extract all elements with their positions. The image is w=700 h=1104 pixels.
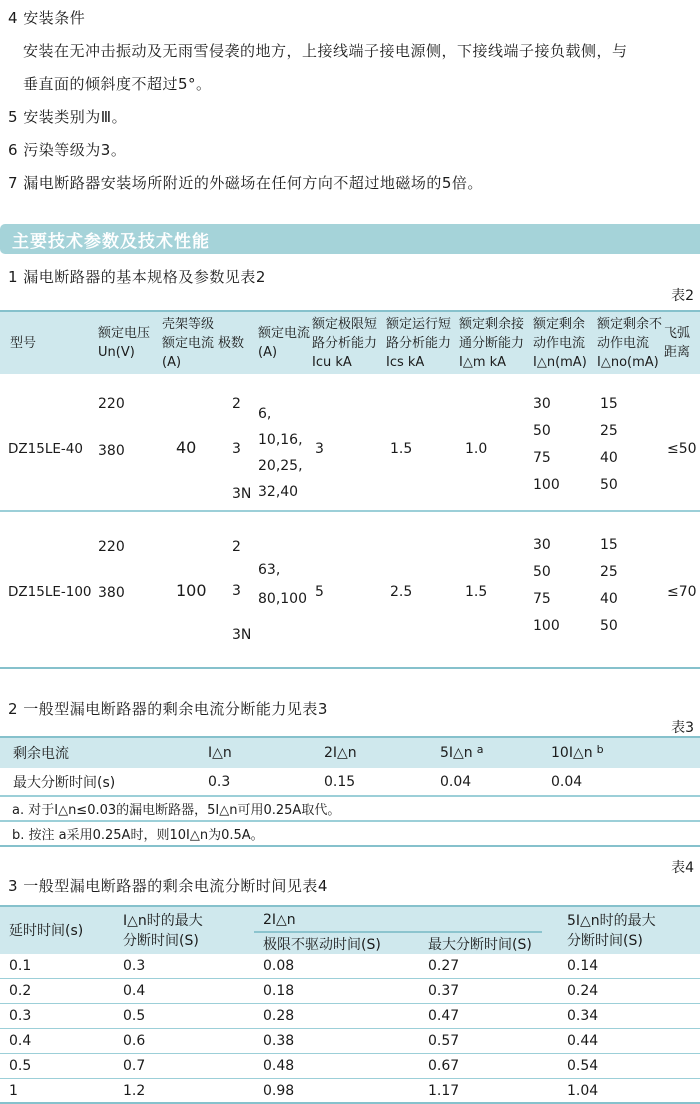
- rated-current-values: 63, 80,100: [258, 562, 307, 607]
- max-breaking-value: 0.37: [428, 983, 460, 999]
- table2-header-icu: 额定极限短 路分析能力 Icu kA: [312, 316, 378, 370]
- voltage-values: 220 380: [98, 539, 125, 601]
- idn-max-value: 0.3: [123, 958, 146, 974]
- value-2idn: 0.15: [324, 773, 356, 790]
- limit-nondrive-value: 0.08: [263, 958, 295, 974]
- note-item-7: 7 漏电断路器安装场所附近的外磁场在任何方向不超过地磁场的5倍。: [8, 174, 483, 192]
- icu-value: 3: [315, 441, 324, 457]
- voltage-values: 220 380: [98, 396, 125, 459]
- table3-breaking-capacity: [0, 736, 700, 847]
- group-2idn-title: 2I△n: [254, 907, 542, 933]
- delay-value: 0.2: [9, 983, 32, 999]
- delay-value: 0.5: [9, 1058, 32, 1074]
- idm-value: 1.5: [465, 584, 488, 600]
- table2-header-ics: 额定运行短 路分析能力 Ics kA: [386, 316, 452, 370]
- table2-header-frame: 壳架等级 额定电流 (A): [162, 316, 215, 370]
- max-breaking-value: 1.17: [428, 1082, 460, 1099]
- table4-data-row: [0, 1054, 700, 1079]
- idno-values: 15 25 40 50: [600, 396, 618, 493]
- table3-data-row: [0, 768, 700, 797]
- 5idn-max-value: 1.04: [567, 1082, 599, 1099]
- max-breaking-value: 0.57: [428, 1033, 460, 1049]
- idno-values: 15 25 40 50: [600, 537, 618, 634]
- note-item-5: 5 安装类别为Ⅲ。: [8, 108, 128, 126]
- frame-current-value: 100: [176, 581, 207, 600]
- value-5idn: 0.04: [440, 773, 472, 790]
- idn-max-value: 0.7: [123, 1058, 146, 1074]
- ics-value: 2.5: [390, 584, 413, 600]
- limit-nondrive-value: 0.28: [263, 1008, 295, 1024]
- model-value: DZ15LE-100: [8, 584, 92, 600]
- table2-header-model: 型号: [10, 335, 37, 351]
- idn-values: 30 50 75 100: [533, 537, 560, 634]
- footnote-a-marker: a: [476, 742, 484, 756]
- table4-label: 表4: [671, 860, 694, 876]
- limit-nondrive-value: 0.38: [263, 1033, 295, 1049]
- section1-title: 1 漏电断路器的基本规格及参数见表2: [8, 268, 266, 286]
- max-breaking-time-label: 最大分断时间(s): [13, 774, 116, 791]
- table4-data-row: [0, 1029, 700, 1054]
- table4-data-row: [0, 1079, 700, 1104]
- limit-nondrive-value: 0.98: [263, 1082, 295, 1099]
- delay-value: 0.4: [9, 1033, 32, 1049]
- table3-header-5idn: 5I△n $^a$: [440, 742, 484, 761]
- idn-values: 30 50 75 100: [533, 396, 560, 493]
- table4-header-idn-max: I△n时的最大 分断时间(S): [123, 912, 203, 949]
- footnote-b-marker: b: [596, 742, 604, 756]
- rated-current-values: 6, 10,16, 20,25, 32,40: [258, 406, 303, 500]
- idm-value: 1.0: [465, 441, 488, 457]
- ics-value: 1.5: [390, 441, 413, 457]
- section-band-title: 主要技术参数及技术性能: [12, 231, 210, 252]
- note-item-4-line2: 安装在无冲击振动及无雨雪侵袭的地方，上接线端子接电源侧，下接线端子接负载侧，与: [23, 42, 628, 60]
- idn-max-value: 0.6: [123, 1033, 146, 1049]
- idn-max-value: 1.2: [123, 1082, 146, 1099]
- limit-nondrive-value: 0.18: [263, 983, 295, 999]
- table2-specs: [0, 310, 700, 669]
- 5idn-max-value: 0.34: [567, 1008, 599, 1024]
- table2-row-dz15le100: [0, 510, 700, 667]
- table2-header-voltage: 额定电压 Un(V): [98, 326, 151, 360]
- note-item-6: 6 污染等级为3。: [8, 141, 127, 159]
- 5idn-max-value: 0.24: [567, 983, 599, 999]
- table2-header-current: 额定电流 (A): [258, 326, 311, 360]
- table2-label: 表2: [671, 288, 694, 304]
- poles-values: 2 3 3N: [232, 396, 252, 502]
- table2-header-arc: 飞弧 距离: [664, 326, 691, 360]
- table2-header-idno: 额定剩余不 动作电流 I△no(mA): [597, 316, 663, 370]
- value-idn: 0.3: [208, 773, 231, 790]
- max-breaking-value: 0.47: [428, 1008, 460, 1024]
- value-10idn: 0.04: [551, 773, 583, 790]
- max-breaking-value: 0.67: [428, 1058, 460, 1074]
- section-band: [0, 224, 700, 254]
- note-item-4-line3: 垂直面的倾斜度不超过5°。: [23, 75, 212, 93]
- model-value: DZ15LE-40: [8, 441, 83, 457]
- table2-header-poles: 极数: [218, 335, 245, 351]
- arc-distance-value: ≤70: [667, 584, 697, 600]
- idn-max-value: 0.4: [123, 983, 146, 999]
- max-breaking-value: 0.27: [428, 958, 460, 974]
- table3-header-residual-current: 剩余电流: [13, 746, 69, 762]
- table4-header-row: [0, 907, 700, 954]
- table3-header-10idn: 10I△n $^b$: [551, 742, 604, 761]
- table3-footnote-a: a. 对于I△n≤0.03的漏电断路器，5I△n可用0.25A取代。: [0, 797, 700, 822]
- table3-footnote-b: b. 按注 a采用0.25A时，则10I△n为0.5A。: [0, 822, 700, 847]
- table3-header-2idn: 2I△n: [324, 745, 357, 761]
- installation-notes: [0, 0, 700, 193]
- section2-title: 2 一般型漏电断路器的剩余电流分断能力见表3: [8, 700, 328, 718]
- group-2idn-subheaders: [254, 933, 558, 954]
- table4-header-delay: 延时时间(s): [9, 922, 84, 939]
- frame-current-value: 40: [176, 438, 197, 457]
- table2-header-row: [0, 312, 700, 374]
- table4-breaking-time: [0, 905, 700, 1104]
- subheader-limit-nondrive-time: 极限不驱动时间(S): [263, 936, 381, 953]
- delay-value: 0.3: [9, 1008, 32, 1024]
- table2-header-idm: 额定剩余接 通分断能力 I△m kA: [459, 316, 525, 370]
- delay-value: 0.1: [9, 958, 32, 974]
- table4-header-group-2idn: [254, 907, 558, 954]
- table3-header-idn: I△n: [208, 745, 232, 761]
- table3-header-row: [0, 738, 700, 768]
- table3-label: 表3: [671, 720, 694, 736]
- table4-data-row: [0, 979, 700, 1004]
- icu-value: 5: [315, 584, 324, 600]
- table2-header-idn: 额定剩余 动作电流 I△n(mA): [533, 316, 587, 370]
- table2-row-dz15le40: [0, 374, 700, 510]
- 5idn-max-value: 0.54: [567, 1058, 599, 1074]
- delay-value: 1: [9, 1082, 18, 1099]
- table4-data-row: [0, 1004, 700, 1029]
- subheader-max-breaking-time: 最大分断时间(S): [428, 936, 532, 953]
- 5idn-max-value: 0.44: [567, 1033, 599, 1049]
- poles-values: 2 3 3N: [232, 539, 252, 643]
- limit-nondrive-value: 0.48: [263, 1058, 295, 1074]
- idn-max-value: 0.5: [123, 1008, 146, 1024]
- table4-data-row: [0, 954, 700, 979]
- section3-title: 3 一般型漏电断路器的剩余电流分断时间见表4: [8, 877, 328, 895]
- note-item-4: 4 安装条件: [8, 9, 86, 27]
- arc-distance-value: ≤50: [667, 441, 697, 457]
- 5idn-max-value: 0.14: [567, 958, 599, 974]
- table4-header-5idn-max: 5I△n时的最大 分断时间(S): [567, 912, 656, 949]
